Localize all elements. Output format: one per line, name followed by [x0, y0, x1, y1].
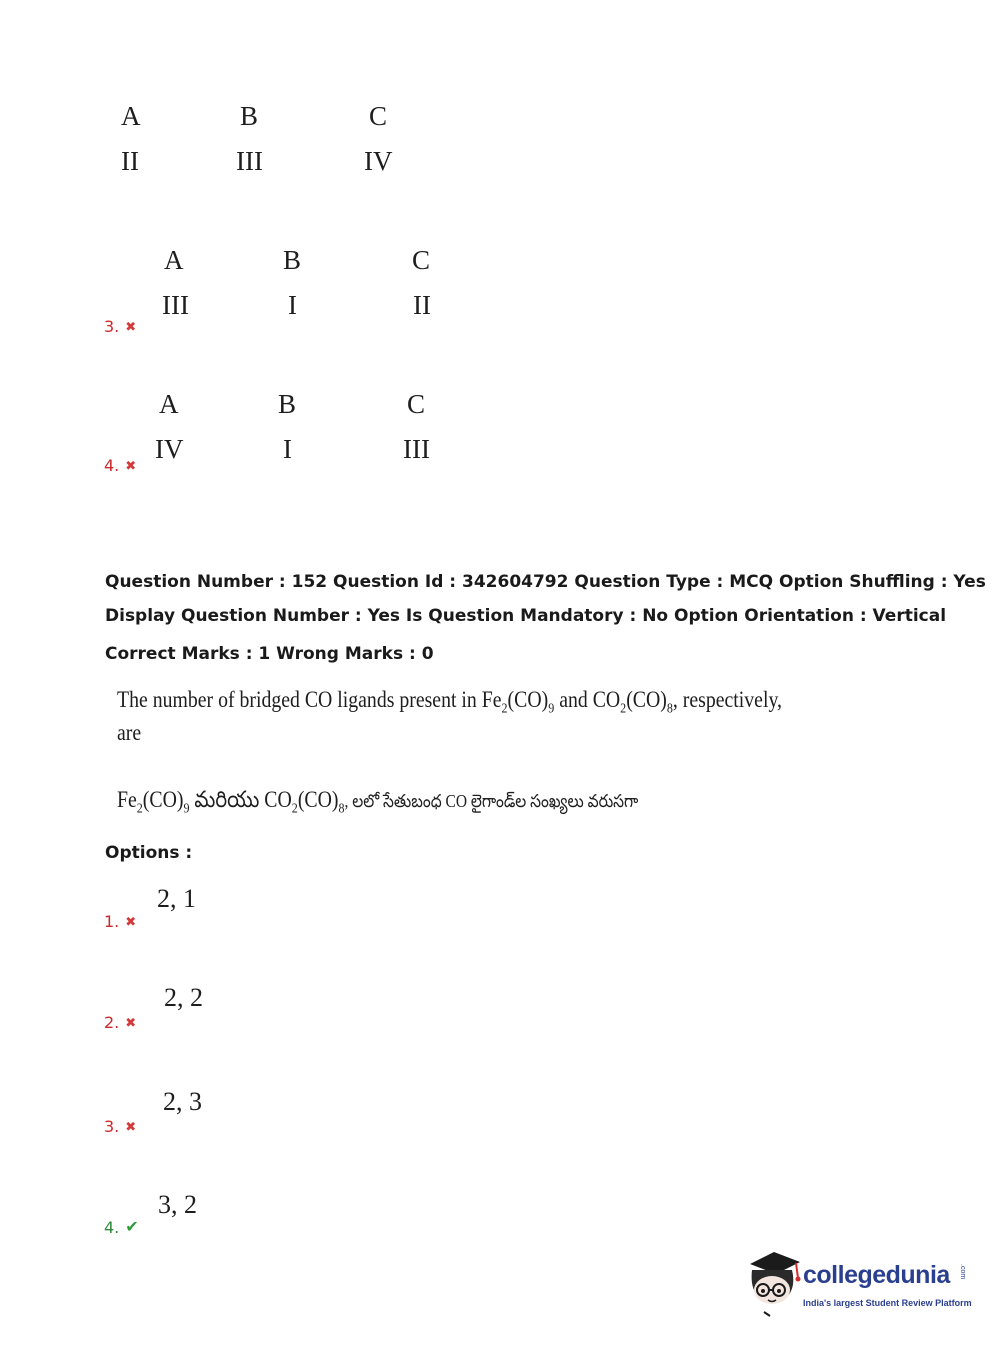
question-meta-line-2: Display Question Number : Yes Is Question Mandatory : No Option Orientation : Vertical: [105, 606, 947, 626]
options-label: Options :: [105, 843, 193, 863]
header-c: C: [412, 245, 431, 275]
question-marks: Correct Marks : 1 Wrong Marks : 0: [105, 644, 434, 664]
question-text-english: The number of bridged CO ligands present in $Fe_2(CO)_9$ and $CO_2(CO)_8$, respectively,: [117, 687, 782, 717]
cross-icon: ✖: [125, 459, 137, 474]
logo-wordmark: collegedunia: [803, 1261, 950, 1289]
mascot-icon: [742, 1248, 804, 1318]
logo-suffix: .com: [959, 1264, 966, 1280]
option-text: 3, 2: [158, 1190, 197, 1219]
header-b: B: [283, 245, 302, 275]
value-b: I: [288, 290, 297, 320]
cross-icon: ✖: [125, 1120, 137, 1135]
option-text: 2, 3: [163, 1087, 202, 1116]
question-text-telugu: $Fe_2(CO)_9$ మరియు $CO_2(CO)_8$, లలో సేతుబంధ CO లైగాండ్‌ల సంఖ్యలు వరుసగా: [117, 787, 639, 817]
value-c: II: [413, 290, 431, 320]
option-number: 1. ✖: [104, 912, 137, 931]
header-a: A: [121, 101, 141, 131]
question-meta-line-1: Question Number : 152 Question Id : 342604792 Question Type : MCQ Option Shuffling : Yes: [105, 572, 986, 592]
option-number: 3. ✖: [104, 317, 137, 336]
value-b: III: [236, 146, 263, 176]
value-a: II: [121, 146, 139, 176]
value-c: IV: [364, 146, 393, 176]
header-b: B: [240, 101, 259, 131]
cross-icon: ✖: [125, 1016, 137, 1031]
question-text-english-line-2: are: [117, 720, 142, 745]
header-c: C: [407, 389, 426, 419]
value-b: I: [283, 434, 292, 464]
option-number: 2. ✖: [104, 1013, 137, 1032]
header-a: A: [164, 245, 184, 275]
value-a: III: [162, 290, 189, 320]
collegedunia-logo: [742, 1248, 972, 1320]
option-number: 3. ✖: [104, 1117, 137, 1136]
logo-tagline: India's largest Student Review Platform: [803, 1298, 972, 1308]
check-icon: ✔: [125, 1217, 139, 1236]
option-text: 2, 1: [157, 884, 196, 913]
header-c: C: [369, 101, 388, 131]
header-a: A: [159, 389, 179, 419]
option-number: 4. ✖: [104, 456, 137, 475]
option-number: 4. ✔: [104, 1217, 139, 1237]
value-a: IV: [155, 434, 184, 464]
option-text: 2, 2: [164, 983, 203, 1012]
header-b: B: [278, 389, 297, 419]
cross-icon: ✖: [125, 320, 137, 335]
cross-icon: ✖: [125, 915, 137, 930]
value-c: III: [403, 434, 430, 464]
